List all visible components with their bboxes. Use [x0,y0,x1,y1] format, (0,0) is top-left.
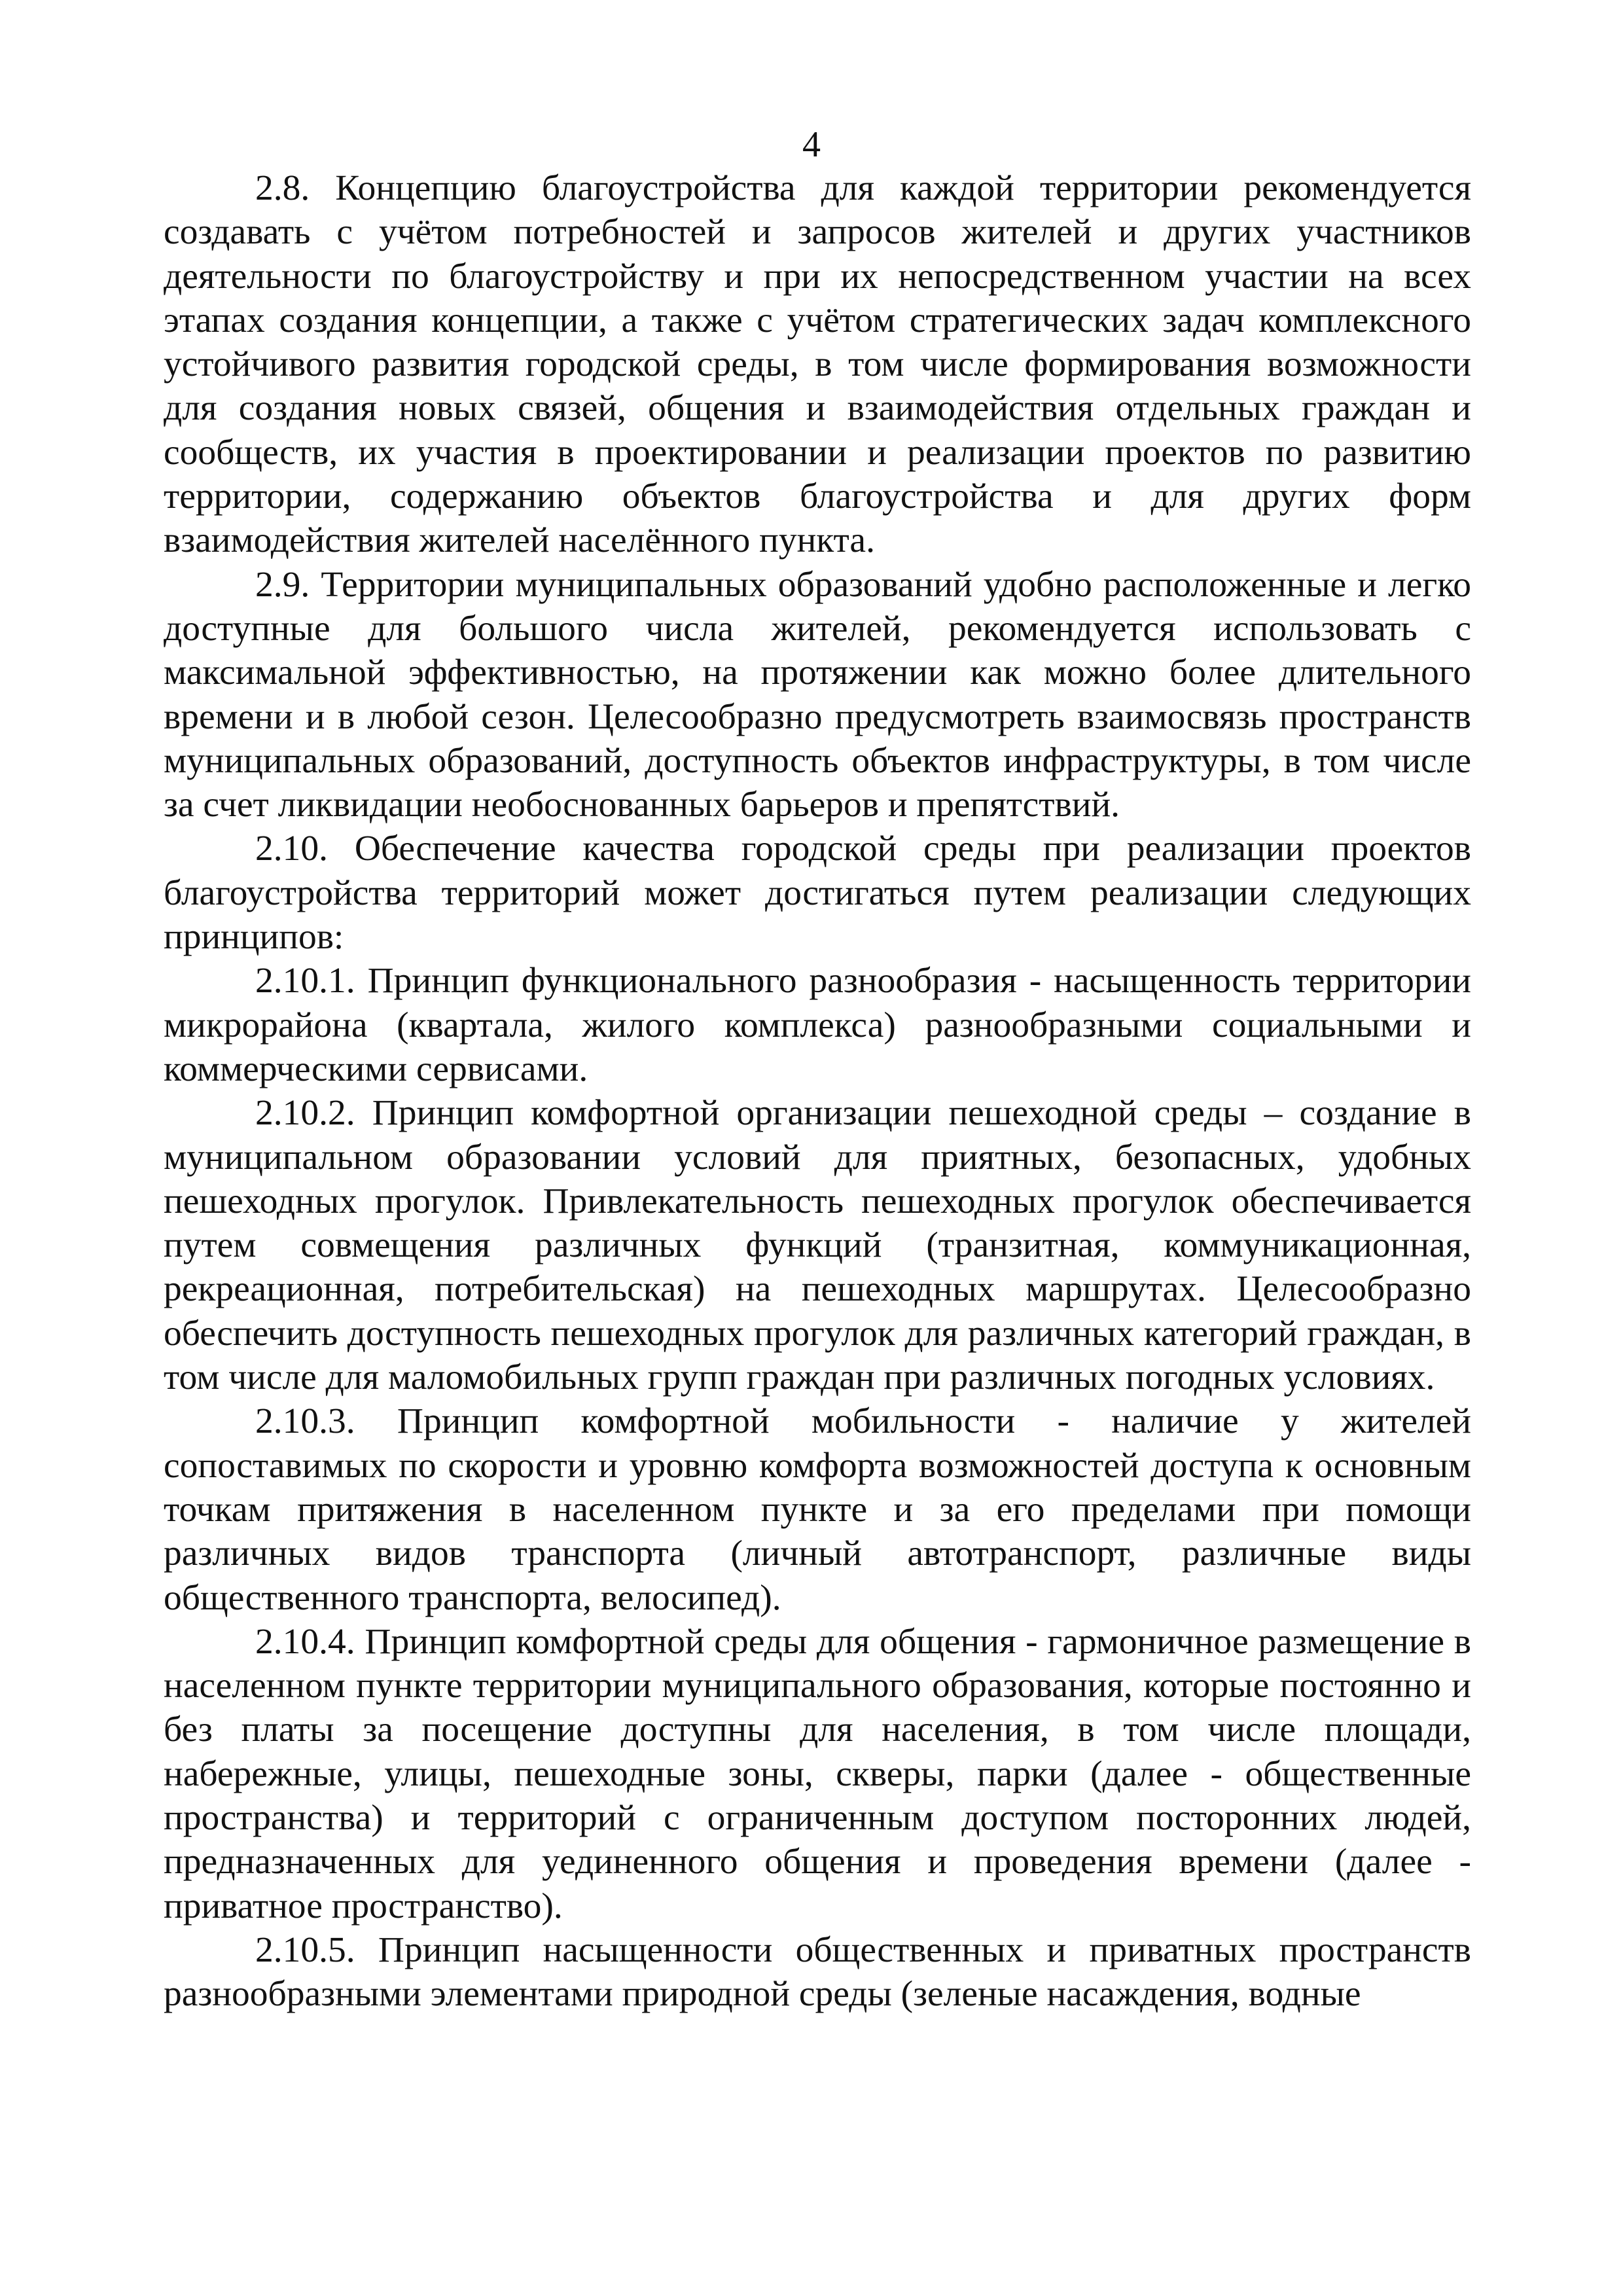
paragraph-2-9: 2.9. Территории муниципальных образований удобно расположенные и легко доступные для большого числа жителей, рекомендуется использовать с максимальной эффективностью, на протяжении как можно более длительного времени и в любой сезон. Целесообразно предусмотреть взаимосвязь пространств муниципальных образований, доступность объектов инфраструктуры, в том числе за счет ликвидации необоснованных барьеров и препятствий. [164,564,1471,825]
paragraph-2-10-4: 2.10.4. Принцип комфортной среды для общения - гармоничное размещение в населенном пункте территории муниципального образования, которые постоянно и без платы за посещение доступны для населения, в том числе площади, набережные, улицы, пешеходные зоны, скверы, парки (далее - общественные пространства) и территорий с ограниченным доступом посторонних людей, предназначенных для уединенного общения и проведения времени (далее - приватное пространство). [164,1621,1471,1926]
paragraph-2-10-1: 2.10.1. Принцип функционального разнообразия - насыщенность территории микрорайона (квартала, жилого комплекса) разнообразными социальными и коммерческими сервисами. [164,961,1471,1089]
paragraph-2-8: 2.8. Концепцию благоустройства для каждой территории рекомендуется создавать с учётом потребностей и запросов жителей и других участников деятельности по благоустройству и при их непосредственном участии на всех этапах создания концепции, а также с учётом стратегических задач комплексного устойчивого развития городской среды, в том числе формирования возможности для создания новых связей, общения и взаимодействия отдельных граждан и сообществ, их участия в проектировании и реализации проектов по развитию территории, содержанию объектов благоустройства и для других форм взаимодействия жителей населённого пункта. [164,168,1471,561]
paragraph-2-10-2: 2.10.2. Принцип комфортной организации пешеходной среды – создание в муниципальном образовании условий для приятных, безопасных, удобных пешеходных прогулок. Привлекательность пешеходных прогулок обеспечивается путем совмещения различных функций (транзитная, коммуникационная, рекреационная, потребительская) на пешеходных маршрутах. Целесообразно обеспечить доступность пешеходных прогулок для различных категорий граждан, в том числе для маломобильных групп граждан при различных погодных условиях. [164,1093,1471,1398]
paragraph-2-10-3: 2.10.3. Принцип комфортной мобильности - наличие у жителей сопоставимых по скорости и уровню комфорта возможностей доступа к основным точкам притяжения в населенном пункте и за его пределами при помощи различных видов транспорта (личный автотранспорт, различные виды общественного транспорта, велосипед). [164,1401,1471,1618]
paragraph-2-10: 2.10. Обеспечение качества городской среды при реализации проектов благоустройства территорий может достигаться путем реализации следующих принципов: [164,829,1471,958]
paragraph-2-10-5: 2.10.5. Принцип насыщенности общественных и приватных пространств разнообразными элементами природной среды (зеленые насаждения, водные [164,1929,1471,2015]
page-number: 4 [802,124,821,165]
body-text [164,166,1471,2016]
